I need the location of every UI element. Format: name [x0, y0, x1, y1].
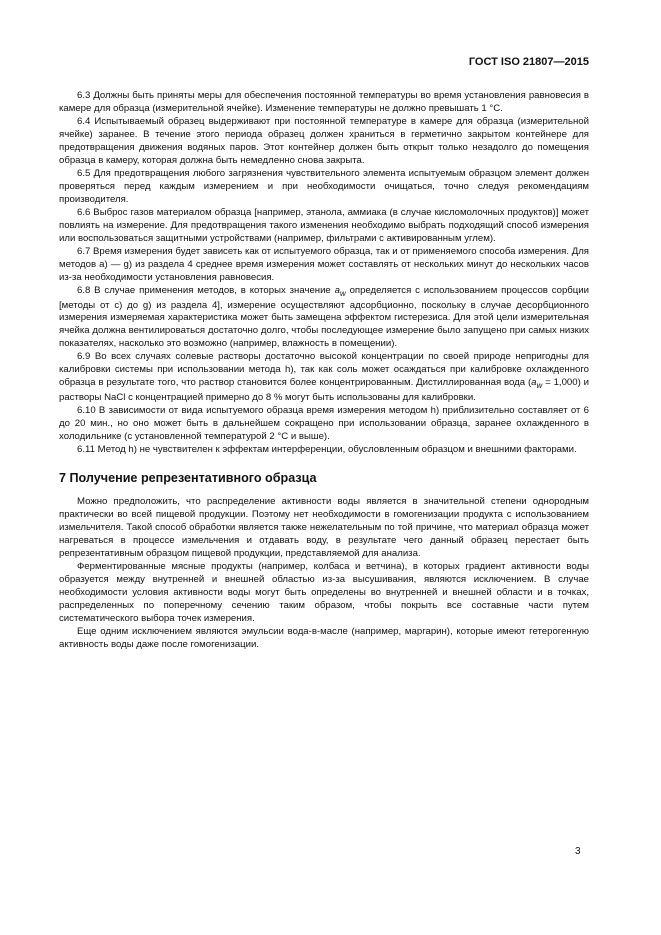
paragraph-6-9: 6.9 Во всех случаях солевые растворы достаточно высокой концентрации по своей природе непригодны для калибровки системы при использовании метода h), так как соль может осаждаться при калибровке охлажденного образца в результате того, что раствор становится более концентрированным. Дистиллированная вода $(a_w = 1,000)$ и растворы NaCl с концентрацией примерно до 8 % могут быть использованы для калибровки.: [59, 351, 589, 404]
paragraph-6-4: 6.4 Испытываемый образец выдерживают при постоянной температуре в камере для образца (измерительной ячейке) заранее. В течение этого периода образец должен храниться в герметично закрытом контейнере для предотвращения движения водяных паров. Этот контейнер должен быть открыт только незадолго до помещения образца в камеру, которая должна быть немедленно снова закрыта.: [59, 115, 589, 166]
paragraph-7-3: Еще одним исключением являются эмульсии вода-в-масле (например, маргарин), которые имеют гетерогенную активность воды даже после гомогенизации.: [59, 626, 589, 650]
paragraph-6-3: 6.3 Должны быть приняты меры для обеспечения постоянной температуры во время установления равновесия в камере для образца (измерительной ячейке). Изменение температуры не должно превышать 1 °С.: [59, 90, 589, 114]
paragraph-7-1: Можно предположить, что распределение активности воды является в значительной степени однородным практически во всей пищевой продукции. Поэтому нет необходимости в гомогенизации продукта с использованием измельчителя. Такой способ обработки является также нежелательным по той причине, что материал образца может нагреваться в процессе измельчения и отдавать воду, в результате чего данный образец перестает быть репрезентативным образцом пищевой продукции, представляемой для анализа.: [59, 496, 589, 560]
page-number: 3: [575, 846, 581, 857]
paragraph-7-2: Ферментированные мясные продукты (например, колбаса и ветчина), в которых градиент активности воды образуется между внутренней и внешней областью из-за высушивания, являются исключением. В случае необходимости условия активности воды могут быть определены во внутренней и внешней области и в точках, распределенных по поперечному сечению таким образом, чтобы покрыть все составные части путем систематического выбора точек измерения.: [59, 561, 589, 625]
paragraph-6-6: 6.6 Выброс газов материалом образца [например, этанола, аммиака (в случае кисломолочных продуктов)] может повлиять на измерение. Для предотвращения такого изменения необходимо выбрать подходящий способ измерения или воспользоваться защитными устройствами (например, фильтрами с активированным углем).: [59, 206, 589, 244]
paragraph-6-7: 6.7 Время измерения будет зависеть как от испытуемого образца, так и от применяемого способа измерения. Для методов а) — g) из раздела 4 среднее время измерения может составлять от нескольких минут до нескольких часов из-за необходимости установления равновесия.: [59, 245, 589, 283]
paragraph-6-11: 6.11 Метод h) не чувствителен к эффектам интерференции, обусловленным образцом и внешними факторами.: [77, 444, 577, 456]
paragraph-6-10: 6.10 В зависимости от вида испытуемого образца время измерения методом h) приблизительно составляет от 6 до 20 мин., но оно может быть в дальнейшем сокращено при использовании образца, заранее охлажденного в холодильнике (с установленной температурой 2 °С и выше).: [59, 405, 589, 443]
section-7-heading: 7 Получение репрезентативного образца: [59, 471, 317, 486]
document-id: ГОСТ ISO 21807—2015: [468, 56, 589, 68]
paragraph-6-8: 6.8 В случае применения методов, в которых значение $a_w$ определяется с использованием процессов сорбции [методы от с) до g) из раздела 4], измерение осуществляют адсорбционно, поскольку в случае десорбционного измерения измеряемая характеристика может быть замещена эффектом гистерезиса. Для этой цели измерительная ячейка должна вентилироваться достаточно долго, чтобы последующее измерение было запущено при самых низких показателях, насколько это возможно (например, влажность в помещении).: [59, 284, 589, 350]
paragraph-6-5: 6.5 Для предотвращения любого загрязнения чувствительного элемента испытуемым образцом элемент должен проверяться перед каждым измерением и при необходимости очищаться, точно следуя рекомендациям производителя.: [59, 167, 589, 205]
page-body: [59, 90, 589, 652]
